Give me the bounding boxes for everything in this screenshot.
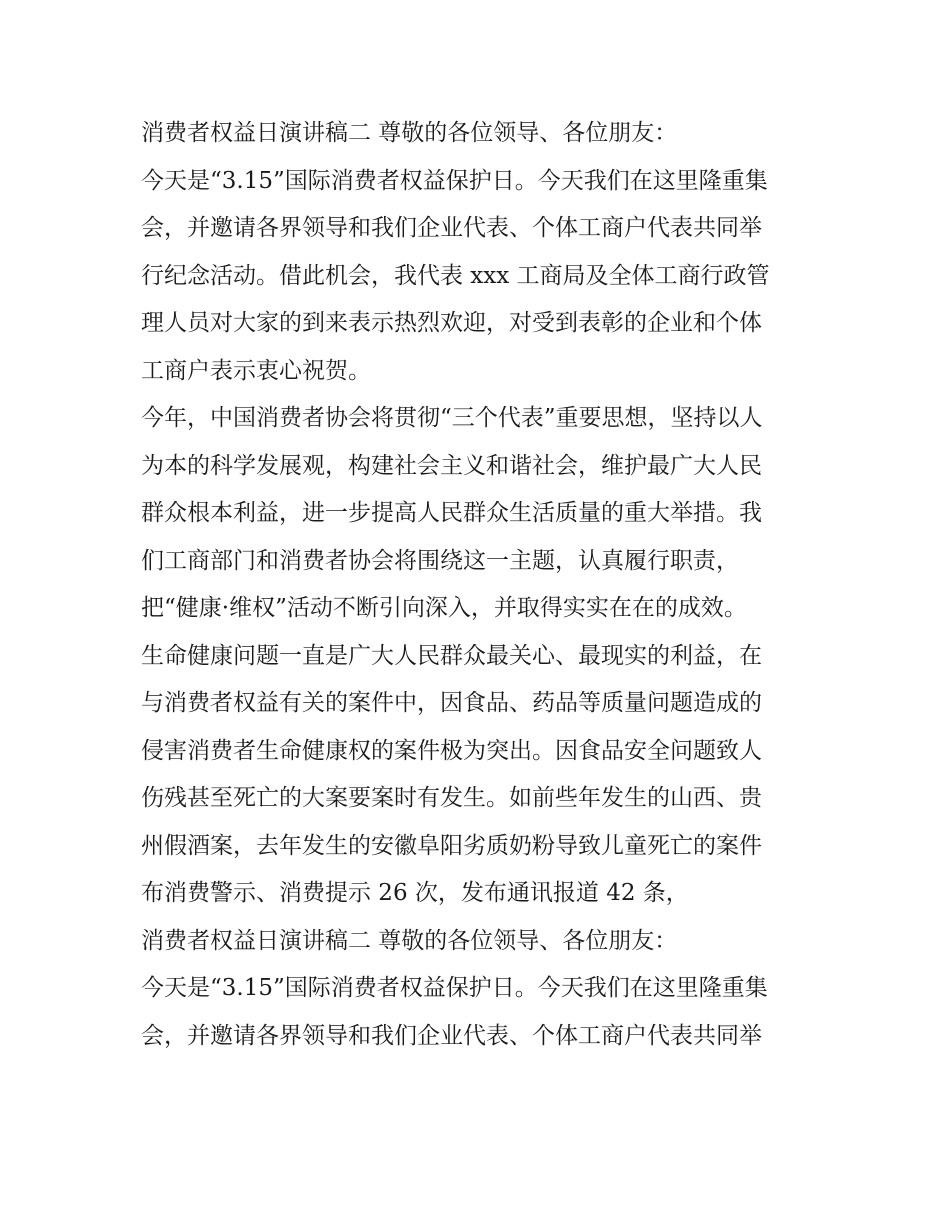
text-line: 工商户表示衷心祝贺。: [141, 357, 371, 384]
text-line: 会，并邀请各界领导和我们企业代表、个体工商户代表共同举: [141, 1022, 762, 1049]
text-line: 群众根本利益，进一步提高人民群众生活质量的重大举措。我: [141, 500, 762, 526]
text-line: 消费者权益日演讲稿二 尊敬的各位领导、各位朋友：: [141, 927, 678, 954]
text-line: 为本的科学发展观，构建社会主义和谐社会，维护最广大人民: [141, 452, 762, 479]
text-line: 州假酒案，去年发生的安徽阜阳劣质奶粉导致儿童死亡的案件: [141, 832, 762, 859]
text-line: 们工商部门和消费者协会将围绕这一主题，认真履行职责，: [141, 547, 739, 574]
document-body: [141, 110, 821, 1060]
text-line: 会，并邀请各界领导和我们企业代表、个体工商户代表共同举: [141, 215, 762, 241]
text-line: 今年，中国消费者协会将贯彻“三个代表”重要思想，坚持以人: [141, 405, 763, 431]
text-line: 把“健康·维权”活动不断引向深入，并取得实实在在的成效。: [141, 595, 747, 621]
text-line: 布消费警示、消费提示 26 次，发布通讯报道 42 条，: [141, 880, 689, 906]
text-line: 今天是“3.15”国际消费者权益保护日。今天我们在这里隆重集: [141, 167, 768, 194]
text-line: 与消费者权益有关的案件中，因食品、药品等质量问题造成的: [141, 690, 762, 716]
text-line: 理人员对大家的到来表示热烈欢迎，对受到表彰的企业和个体: [141, 310, 762, 336]
text-line: 生命健康问题一直是广大人民群众最关心、最现实的利益，在: [141, 642, 762, 669]
text-line: 行纪念活动。借此机会，我代表 xxx 工商局及全体工商行政管: [141, 262, 770, 289]
text-line: 侵害消费者生命健康权的案件极为突出。因食品安全问题致人: [141, 737, 762, 764]
text-line: 伤残甚至死亡的大案要案时有发生。如前些年发生的山西、贵: [141, 785, 762, 811]
text-line: 今天是“3.15”国际消费者权益保护日。今天我们在这里隆重集: [141, 975, 768, 1001]
text-line: 消费者权益日演讲稿二 尊敬的各位领导、各位朋友：: [141, 120, 678, 146]
